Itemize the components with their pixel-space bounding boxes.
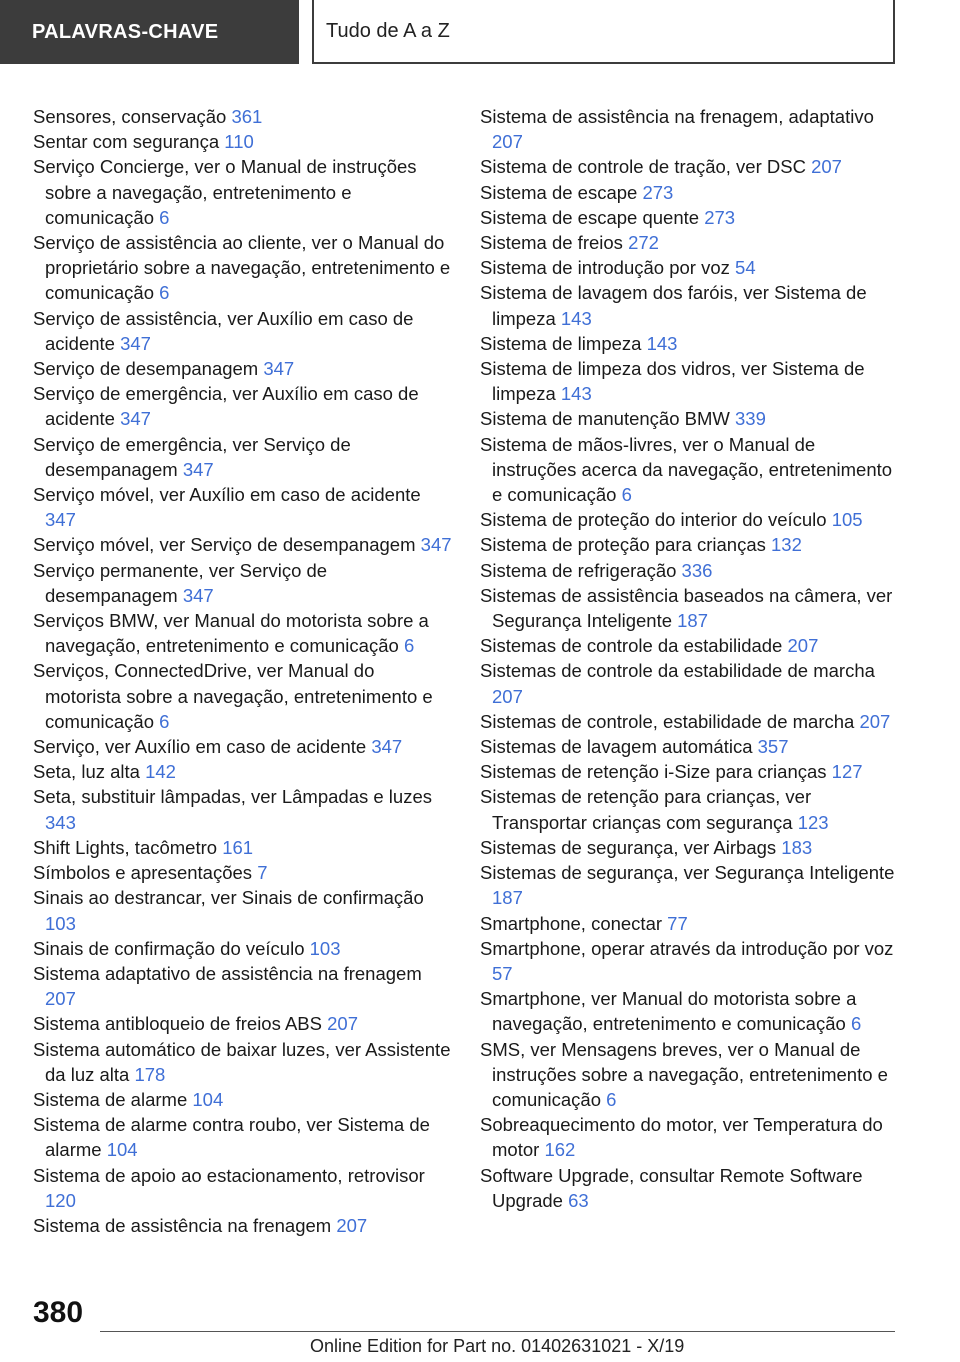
- index-entry-page-link[interactable]: 103: [45, 912, 76, 934]
- index-entry: [33, 432, 453, 482]
- index-entry: [33, 860, 453, 885]
- index-entry-term: Seta, substituir lâmpadas, ver Lâmpadas e luzes: [33, 786, 432, 808]
- index-entry-term: Sistema adaptativo de assistência na frenagem: [33, 962, 422, 984]
- index-entry-page-link[interactable]: 347: [45, 509, 76, 531]
- index-entry-page-link[interactable]: 336: [681, 559, 713, 581]
- section-title-label: Tudo de A a Z: [326, 19, 450, 42]
- index-entry: [480, 180, 900, 205]
- index-entry-term: Sistemas de retenção i-Size para crianças: [480, 761, 827, 783]
- index-entry-term: Smartphone, ver Manual do motorista sobre a navegação, entretenimento e comunicação: [480, 988, 857, 1035]
- index-entry-term: Sistema de lavagem dos faróis, ver Sistema de limpeza: [480, 282, 867, 329]
- index-entry: [480, 759, 900, 784]
- index-entry-term: Sistema de refrigeração: [480, 559, 677, 581]
- index-entry-page-link[interactable]: 343: [45, 811, 76, 833]
- index-entry-term: Sistema de alarme: [33, 1088, 188, 1110]
- tab-keywords[interactable]: [0, 0, 299, 64]
- index-entry-page-link[interactable]: 339: [735, 408, 766, 430]
- index-entry-page-link[interactable]: 6: [159, 206, 170, 228]
- index-entry-page-link[interactable]: 104: [106, 1139, 138, 1161]
- index-entry-page-link[interactable]: 361: [231, 106, 263, 127]
- index-entry-term: Sistema de proteção do interior do veículo: [480, 509, 827, 531]
- index-entry-page-link[interactable]: 142: [145, 761, 176, 783]
- index-entry-term: Sistema antibloqueio de freios ABS: [33, 1013, 322, 1035]
- index-entry: [480, 230, 900, 255]
- index-entry-term: Serviço Concierge, ver o Manual de instruções sobre a navegação, entretenimento e comunicação: [33, 156, 417, 228]
- index-entry-term: Software Upgrade, consultar Remote Software Upgrade: [480, 1164, 863, 1211]
- index-entry-page-link[interactable]: 347: [182, 458, 214, 480]
- index-entry-page-link[interactable]: 347: [120, 408, 151, 430]
- index-entry: [33, 835, 453, 860]
- index-entry-term: Serviço permanente, ver Serviço de desempanagem: [33, 559, 328, 606]
- index-entry-term: Seta, luz alta: [33, 761, 140, 783]
- page-header: [0, 0, 960, 66]
- index-entry: [480, 532, 900, 557]
- index-entry-page-link[interactable]: 207: [492, 131, 523, 153]
- index-entry-term: Serviços BMW, ver Manual do motorista sobre a navegação, entretenimento e comunicação: [33, 610, 429, 657]
- index-entry-term: Serviços, ConnectedDrive, ver Manual do motorista sobre a navegação, entretenimento e comunicação: [33, 660, 433, 732]
- index-entry-term: Shift Lights, tacômetro: [33, 836, 218, 858]
- index-entry-term: Sistema de introdução por voz: [480, 257, 730, 279]
- index-entry-term: Sistema de alarme contra roubo, ver Sistema de alarme: [33, 1114, 430, 1161]
- index-entry-page-link[interactable]: 347: [263, 358, 295, 380]
- index-entry: [480, 154, 900, 179]
- index-entry-page-link[interactable]: 7: [257, 862, 268, 884]
- index-entry: [33, 532, 453, 557]
- index-column-left: [33, 104, 453, 1238]
- index-entry: [33, 1112, 453, 1162]
- index-entry: [480, 860, 900, 910]
- index-entry-term: Sinais de confirmação do veículo: [33, 937, 305, 959]
- index-entry: [33, 1163, 453, 1213]
- index-entry: [33, 784, 453, 834]
- index-entry: [480, 633, 900, 658]
- index-entry: [33, 885, 453, 935]
- index-entry-page-link[interactable]: 207: [492, 685, 523, 707]
- index-entry: [33, 154, 453, 230]
- index-entry-term: Sistema de assistência na frenagem, adaptativo: [480, 106, 874, 127]
- index-entry-term: Smartphone, operar através da introdução por voz: [480, 937, 894, 959]
- index-entry-term: Sistema de limpeza dos vidros, ver Sistema de limpeza: [480, 358, 865, 405]
- index-entry: [33, 381, 453, 431]
- index-entry-page-link[interactable]: 104: [192, 1088, 224, 1110]
- index-entry-page-link[interactable]: 207: [45, 988, 76, 1010]
- index-entry-term: Sobreaquecimento do motor, ver Temperatura do motor: [480, 1114, 883, 1161]
- index-entry: [480, 406, 900, 431]
- index-entry-page-link[interactable]: 110: [224, 131, 254, 153]
- index-entry-page-link[interactable]: 357: [757, 736, 789, 758]
- index-entry-term: Sistemas de controle, estabilidade de marcha: [480, 710, 855, 732]
- index-entry: [33, 1087, 453, 1112]
- footer-edition-text: Online Edition for Part no. 01402631021 - X/19: [310, 1336, 685, 1356]
- tab-keywords-label: PALAVRAS-CHAVE: [32, 20, 219, 43]
- index-entry-page-link[interactable]: 273: [704, 206, 736, 228]
- index-entry-page-link[interactable]: 272: [628, 232, 659, 254]
- index-entry-term: Serviço móvel, ver Serviço de desempanagem: [33, 534, 416, 556]
- index-entry: [33, 1037, 453, 1087]
- index-entry-page-link[interactable]: 103: [309, 937, 341, 959]
- index-entry-term: Sistemas de assistência baseados na câmera, ver Segurança Inteligente: [480, 584, 893, 632]
- index-entry-term: Serviço de assistência, ver Auxílio em caso de acidente: [33, 307, 414, 354]
- tab-section-title[interactable]: [312, 0, 895, 64]
- index-entry-term: Sistema de mãos-livres, ver o Manual de instruções acerca da navegação, entretenimento e comunicação: [480, 433, 893, 506]
- index-entry: [33, 482, 453, 532]
- index-entry-term: Serviço de desempanagem: [33, 358, 259, 380]
- index-entry: [480, 658, 900, 708]
- index-entry: [33, 1213, 453, 1238]
- index-entry-term: Sistemas de segurança, ver Airbags: [480, 836, 777, 858]
- index-entry: [33, 356, 453, 381]
- index-entry-term: Serviço de emergência, ver Auxílio em caso de acidente: [33, 383, 419, 430]
- index-entry-page-link[interactable]: 123: [797, 811, 829, 833]
- index-entry: [33, 129, 453, 154]
- index-entry-term: Sistema de assistência na frenagem: [33, 1214, 332, 1236]
- index-entry: [480, 583, 900, 633]
- index-entry-page-link[interactable]: 207: [327, 1013, 358, 1035]
- index-entry: [33, 104, 453, 129]
- index-entry: [480, 835, 900, 860]
- index-entry-page-link[interactable]: 63: [568, 1189, 589, 1211]
- index-entry-term: SMS, ver Mensagens breves, ver o Manual de instruções sobre a navegação, entretenimento e comunicação: [480, 1038, 888, 1110]
- index-entry: [33, 936, 453, 961]
- index-entry-term: Sistema de controle de tração, ver DSC: [480, 156, 806, 178]
- index-entry-term: Sistemas de segurança, ver Segurança Inteligente: [480, 862, 895, 884]
- index-entry-page-link[interactable]: 183: [781, 836, 813, 858]
- index-entry-page-link[interactable]: 347: [120, 332, 151, 354]
- index-entry: [33, 759, 453, 784]
- index-entry-page-link[interactable]: 207: [811, 156, 842, 178]
- index-entry: [33, 734, 453, 759]
- index-entry-page-link[interactable]: 6: [850, 1013, 862, 1035]
- index-entry-term: Sistema de freios: [480, 232, 623, 254]
- index-entry-term: Sensores, conservação: [33, 106, 227, 127]
- index-entry-term: Sistema de escape quente: [480, 206, 700, 228]
- index-entry-term: Sistema automático de baixar luzes, ver Assistente da luz alta: [33, 1038, 451, 1085]
- index-entry: [480, 1163, 900, 1213]
- index-entry-term: Sistema de escape: [480, 181, 638, 203]
- index-entry: [33, 558, 453, 608]
- index-entry: [480, 911, 900, 936]
- index-entry-term: Sistemas de lavagem automática: [480, 736, 753, 758]
- index-entry-page-link[interactable]: 178: [134, 1063, 166, 1085]
- page-number: 380: [33, 1296, 84, 1329]
- index-entry: [33, 608, 453, 658]
- index-entry-page-link[interactable]: 6: [621, 484, 632, 506]
- index-entry-page-link[interactable]: 347: [371, 736, 403, 758]
- index-entry: [480, 709, 900, 734]
- index-entry-page-link[interactable]: 127: [831, 761, 863, 783]
- index-column-right: [480, 104, 900, 1213]
- index-entry-term: Sistemas de retenção para crianças, ver Transportar crianças com segurança: [480, 786, 812, 833]
- index-entry-page-link[interactable]: 143: [560, 383, 592, 405]
- index-entry-page-link[interactable]: 273: [642, 181, 674, 203]
- index-entry: [480, 104, 900, 154]
- index-entry: [480, 1112, 900, 1162]
- index-entry: [480, 205, 900, 230]
- index-entry-page-link[interactable]: 162: [544, 1139, 576, 1161]
- index-entry-term: Símbolos e apresentações: [33, 862, 253, 884]
- index-entry: [480, 507, 900, 532]
- index-entry-term: Sistema de manutenção BMW: [480, 408, 730, 430]
- index-entry-term: Sistema de limpeza: [480, 332, 642, 354]
- index-entry-page-link[interactable]: 6: [159, 710, 170, 732]
- index-entry-term: Sentar com segurança: [33, 131, 220, 153]
- index-entry-term: Serviço de assistência ao cliente, ver o Manual do proprietário sobre a navegação, entretenimento e comunicação: [33, 232, 451, 304]
- index-entry: [33, 658, 453, 734]
- index-entry-page-link[interactable]: 6: [403, 635, 415, 657]
- index-entry-page-link[interactable]: 132: [771, 534, 802, 556]
- index-entry-term: Smartphone, conectar: [480, 912, 663, 934]
- index-entry-term: Sistemas de controle da estabilidade: [480, 635, 783, 657]
- index-entry-page-link[interactable]: 207: [336, 1214, 368, 1236]
- index-entry: [480, 936, 900, 986]
- index-entry: [480, 734, 900, 759]
- index-entry-page-link[interactable]: 347: [420, 534, 452, 556]
- index-entry: [480, 356, 900, 406]
- index-entry: [33, 961, 453, 1011]
- index-entry-term: Serviço móvel, ver Auxílio em caso de acidente: [33, 484, 421, 506]
- index-entry-page-link[interactable]: 161: [222, 836, 254, 858]
- index-entry-page-link[interactable]: 187: [677, 610, 709, 632]
- index-entry: [480, 558, 900, 583]
- index-entry-term: Serviço, ver Auxílio em caso de acidente: [33, 736, 367, 758]
- index-entry: [33, 230, 453, 306]
- index-entry: [480, 331, 900, 356]
- index-entry-page-link[interactable]: 120: [45, 1189, 76, 1211]
- index-entry-page-link[interactable]: 207: [787, 635, 819, 657]
- index-entry-page-link[interactable]: 6: [606, 1088, 617, 1110]
- index-entry-page-link[interactable]: 347: [182, 584, 214, 606]
- index-entry-page-link[interactable]: 207: [859, 710, 891, 732]
- index-entry-page-link[interactable]: 54: [735, 257, 756, 279]
- index-entry-page-link[interactable]: 143: [560, 307, 592, 329]
- footer-divider: [100, 1331, 895, 1332]
- index-entry: [33, 1011, 453, 1036]
- index-entry-page-link[interactable]: 105: [831, 509, 863, 531]
- index-entry-page-link[interactable]: 57: [492, 962, 513, 984]
- index-entry-term: Serviço de emergência, ver Serviço de desempanagem: [33, 433, 351, 480]
- index-entry-page-link[interactable]: 77: [667, 912, 688, 934]
- index-entry-term: Sinais ao destrancar, ver Sinais de confirmação: [33, 887, 424, 909]
- index-entry: [33, 306, 453, 356]
- index-entry: [480, 784, 900, 834]
- index-entry: [480, 255, 900, 280]
- index-entry-term: Sistema de apoio ao estacionamento, retrovisor: [33, 1164, 425, 1186]
- index-entry: [480, 986, 900, 1036]
- index-entry-page-link[interactable]: 6: [159, 282, 170, 304]
- index-entry: [480, 280, 900, 330]
- index-entry-page-link[interactable]: 187: [492, 887, 523, 909]
- index-entry-term: Sistemas de controle da estabilidade de marcha: [480, 660, 875, 682]
- index-entry: [480, 432, 900, 508]
- index-entry-term: Sistema de proteção para crianças: [480, 534, 766, 556]
- index-entry-page-link[interactable]: 143: [646, 332, 678, 354]
- index-entry: [480, 1037, 900, 1113]
